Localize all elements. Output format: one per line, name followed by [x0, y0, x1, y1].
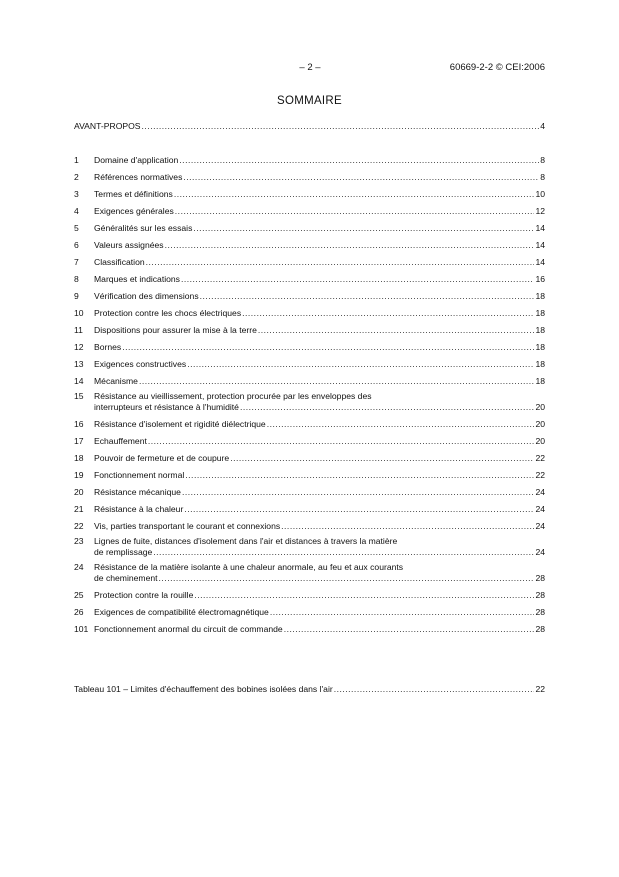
toc-entry-title: Dispositions pour assurer la mise à la terre	[94, 325, 257, 335]
dot-leader	[182, 487, 534, 498]
toc-entry-number: 17	[74, 436, 84, 446]
toc-entry[interactable]	[74, 430, 545, 447]
dot-leader	[284, 624, 535, 635]
toc-entry-number: 13	[74, 359, 84, 369]
dot-leader	[242, 308, 534, 319]
toc-entry-page: 18	[535, 291, 545, 301]
toc-entry-page: 18	[535, 376, 545, 386]
dot-leader	[194, 590, 534, 601]
toc-entry-title: Résistance mécanique	[94, 487, 181, 497]
toc-entry-title: Bornes	[94, 342, 122, 352]
toc-entry-title: Classification	[94, 257, 145, 267]
toc-entry-page: 18	[535, 308, 545, 318]
dot-leader	[270, 607, 535, 618]
toc-entry[interactable]	[74, 149, 545, 166]
toc-entry-number: 5	[74, 223, 79, 233]
toc-entry-number: 20	[74, 487, 84, 497]
toc-entry-number: 8	[74, 274, 79, 284]
toc-entry-title: Vis, parties transportant le courant et connexions	[94, 521, 281, 531]
toc-entry-number: 25	[74, 590, 84, 600]
toc-entry-page: 14	[535, 257, 545, 267]
toc-entry[interactable]	[74, 515, 545, 532]
dot-leader	[159, 573, 535, 584]
toc-entry-page: 24	[535, 521, 545, 531]
toc-entry-title: Vérification des dimensions	[94, 291, 199, 301]
table-list-entry[interactable]	[74, 678, 545, 695]
toc-entry-number: 26	[74, 607, 84, 617]
toc-entry-title: Fonctionnement normal	[94, 470, 185, 480]
toc-entry-title: Protection contre la rouille	[94, 590, 194, 600]
toc-entry-page: 24	[535, 487, 545, 497]
toc-entry-title: Valeurs assignées	[94, 240, 164, 250]
dot-leader	[175, 206, 535, 217]
dot-leader	[148, 436, 535, 447]
toc-entry-number: 2	[74, 172, 79, 182]
toc-entry-number: 22	[74, 521, 84, 531]
toc-entry-title: Résistance à la chaleur	[94, 504, 184, 514]
toc-entry[interactable]	[74, 498, 545, 515]
dot-leader	[258, 325, 535, 336]
page-title: SOMMAIRE	[276, 95, 342, 107]
toc-entry[interactable]	[74, 447, 545, 464]
toc-entry-page: 20	[535, 402, 545, 412]
dot-leader	[240, 402, 534, 413]
toc-entry-page: 28	[535, 573, 545, 583]
toc-entry-title: Résistance au vieillissement, protection procurée par les enveloppes des	[94, 391, 372, 401]
toc-entry-number: 1	[74, 155, 79, 165]
toc-entry[interactable]	[74, 481, 545, 498]
dot-leader	[142, 121, 540, 132]
toc-entry-page: 10	[535, 189, 545, 199]
toc-entry-title-continued: de remplissage	[94, 547, 153, 557]
toc-entry-number: 10	[74, 308, 84, 318]
toc-entry[interactable]	[74, 618, 545, 635]
toc-entry[interactable]	[74, 285, 545, 302]
toc-entry-page: 14	[535, 223, 545, 233]
dot-leader	[200, 291, 535, 302]
toc-entry[interactable]	[74, 336, 545, 353]
dot-leader	[153, 547, 534, 558]
dot-leader	[122, 342, 534, 353]
toc-entry-number: 12	[74, 342, 84, 352]
dot-leader	[179, 155, 539, 166]
toc-entry[interactable]	[74, 302, 545, 319]
toc-entry-title: Références normatives	[94, 172, 183, 182]
toc-entry-number: 11	[74, 325, 83, 335]
toc-entry[interactable]	[74, 217, 545, 234]
toc-entry-title: Exigences de compatibilité électromagnétique	[94, 607, 269, 617]
toc-entry[interactable]	[74, 268, 545, 285]
toc-entry-page: 24	[535, 504, 545, 514]
toc-entry-number: 6	[74, 240, 79, 250]
toc-entry-page: 8	[540, 172, 545, 182]
table-list-page: 22	[535, 684, 545, 694]
toc-entry[interactable]	[74, 200, 545, 217]
dot-leader	[230, 453, 534, 464]
toc-entry[interactable]	[74, 601, 545, 618]
toc-entry-title: Lignes de fuite, distances d'isolement dans l'air et distances à travers la matière	[94, 536, 398, 546]
toc-entry-number: 7	[74, 257, 79, 267]
dot-leader	[181, 274, 534, 285]
toc-entry[interactable]	[74, 319, 545, 336]
toc-entry-number: 3	[74, 189, 79, 199]
toc-entry-title: Termes et définitions	[94, 189, 173, 199]
toc-entry-title: Mécanisme	[94, 376, 138, 386]
dot-leader	[146, 257, 535, 268]
toc-entry-number: 23	[74, 536, 84, 546]
toc-entry-title: Protection contre les chocs électriques	[94, 308, 242, 318]
toc-entry-page: 18	[535, 342, 545, 352]
toc-entry-page: 22	[535, 453, 545, 463]
dot-leader	[165, 240, 535, 251]
document-reference: 60669-2-2 © CEI:2006	[449, 62, 545, 73]
toc-entry-number: 19	[74, 470, 84, 480]
toc-entry-number: 14	[74, 376, 84, 386]
foreword-entry[interactable]	[74, 115, 545, 132]
toc-entry-number: 21	[74, 504, 84, 514]
toc-entry-title: Domaine d'application	[94, 155, 179, 165]
toc-entry[interactable]	[74, 166, 545, 183]
toc-entry[interactable]	[74, 370, 545, 387]
toc-entry-title: Echauffement	[94, 436, 147, 446]
toc-entry-number: 101	[74, 624, 89, 634]
toc-entry[interactable]	[74, 558, 545, 584]
toc-entry-number: 9	[74, 291, 79, 301]
dot-leader	[193, 223, 534, 234]
toc-entry-title: Pouvoir de fermeture et de coupure	[94, 453, 230, 463]
toc-entry-title: Résistance de la matière isolante à une chaleur anormale, au feu et aux courants	[94, 562, 404, 572]
toc-entry-page: 14	[535, 240, 545, 250]
toc-entry[interactable]	[74, 387, 545, 413]
toc-entry-title: AVANT-PROPOS	[74, 121, 141, 131]
toc-entry-page: 4	[540, 121, 545, 131]
toc-entry[interactable]	[74, 234, 545, 251]
toc-entry[interactable]	[74, 353, 545, 370]
toc-entry-title: Marques et indications	[94, 274, 180, 284]
toc-entry-page: 22	[535, 470, 545, 480]
toc-entry-page: 12	[535, 206, 545, 216]
dot-leader	[183, 172, 539, 183]
toc-entry-title: Résistance d'isolement et rigidité diélectrique	[94, 419, 266, 429]
toc-entry[interactable]	[74, 251, 545, 268]
table-of-contents	[74, 149, 545, 635]
toc-entry-page: 20	[535, 419, 545, 429]
toc-entry[interactable]	[74, 464, 545, 481]
toc-entry-page: 28	[535, 624, 545, 634]
toc-entry[interactable]	[74, 183, 545, 200]
toc-entry-page: 20	[535, 436, 545, 446]
dot-leader	[139, 376, 534, 387]
toc-entry-page: 28	[535, 607, 545, 617]
toc-entry-page: 18	[535, 325, 545, 335]
toc-entry-page: 28	[535, 590, 545, 600]
toc-entry-title: Fonctionnement anormal du circuit de commande	[94, 624, 283, 634]
dot-leader	[184, 504, 534, 515]
toc-entry-page: 18	[535, 359, 545, 369]
toc-entry-number: 16	[74, 419, 84, 429]
toc-entry-number: 18	[74, 453, 84, 463]
dot-leader	[185, 470, 534, 481]
toc-entry-title-continued: interrupteurs et résistance à l'humidité	[94, 402, 239, 412]
dot-leader	[267, 419, 535, 430]
toc-entry[interactable]	[74, 532, 545, 558]
toc-entry[interactable]	[74, 413, 545, 430]
toc-entry-title-continued: de cheminement	[94, 573, 158, 583]
dot-leader	[174, 189, 535, 200]
toc-entry-page: 16	[535, 274, 545, 284]
toc-entry-number: 15	[74, 391, 84, 401]
table-list-title: Tableau 101 – Limites d'échauffement des bobines isolées dans l'air	[74, 684, 333, 694]
dot-leader	[281, 521, 534, 532]
toc-entry-title: Généralités sur les essais	[94, 223, 193, 233]
toc-entry-title: Exigences générales	[94, 206, 174, 216]
page-number: – 2 –	[299, 62, 321, 73]
list-of-tables	[74, 678, 545, 695]
toc-entry[interactable]	[74, 584, 545, 601]
toc-entry-number: 24	[74, 562, 84, 572]
toc-entry-number: 4	[74, 206, 79, 216]
toc-entry-page: 8	[540, 155, 545, 165]
toc-entry-title: Exigences constructives	[94, 359, 187, 369]
dot-leader	[334, 684, 535, 695]
toc-entry-page: 24	[535, 547, 545, 557]
dot-leader	[187, 359, 534, 370]
